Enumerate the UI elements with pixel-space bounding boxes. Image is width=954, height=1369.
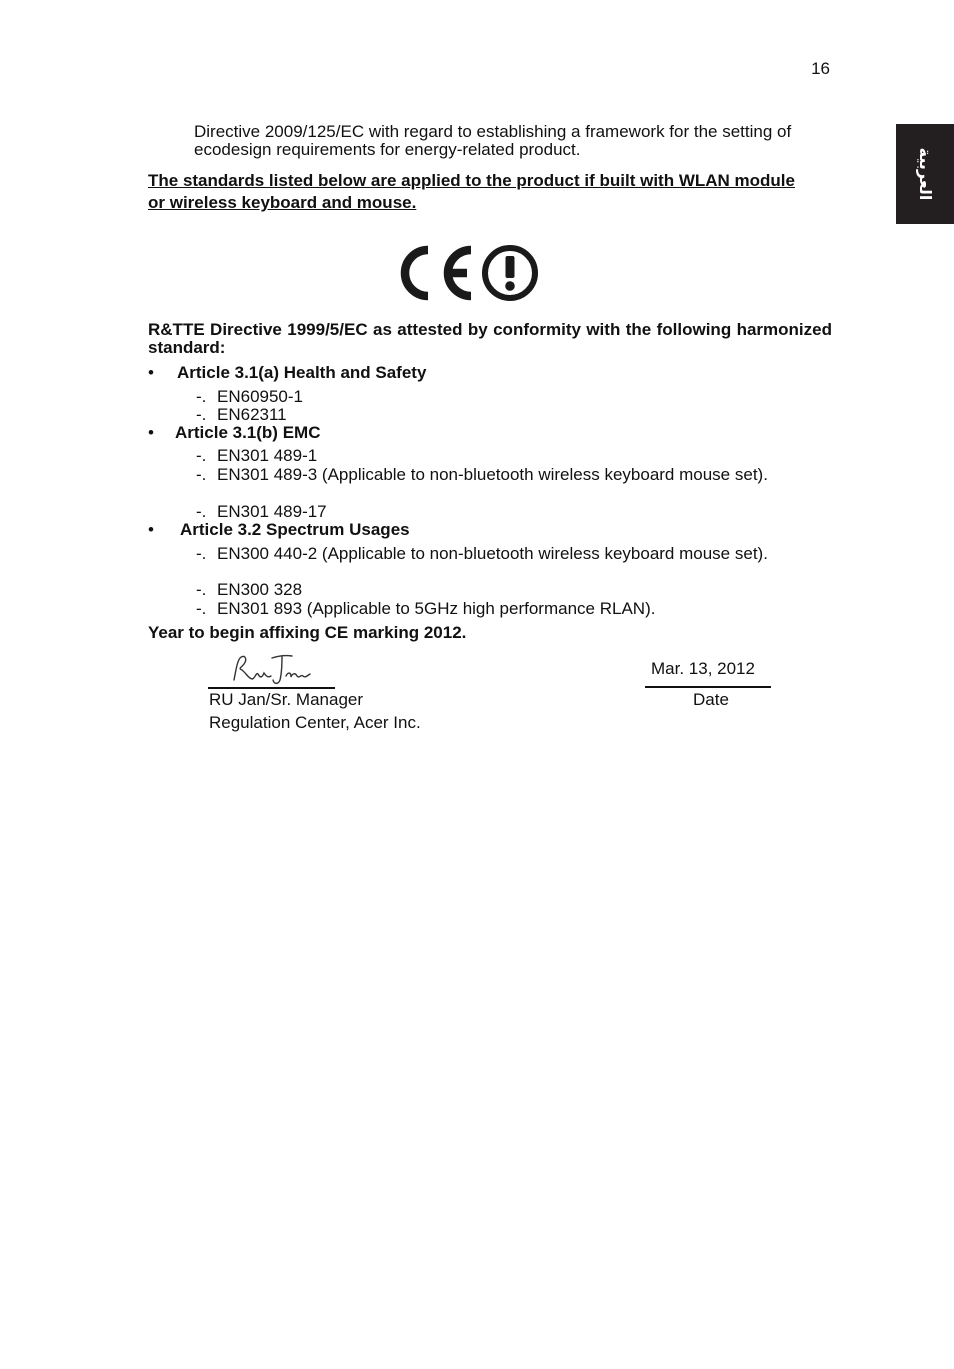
date-line [645, 686, 771, 688]
language-tab-label: العربية [916, 147, 935, 201]
item-prefix: -. [196, 580, 207, 599]
list-item-text: EN301 893 (Applicable to 5GHz high performance RLAN). [217, 599, 656, 618]
directive-paragraph: Directive 2009/125/EC with regard to establishing a framework for the setting of ecodesign requirements for energy-related product. [194, 122, 792, 159]
date-label: Date [693, 690, 729, 709]
item-prefix: -. [196, 544, 207, 563]
item-prefix: -. [196, 465, 207, 484]
language-tab [896, 124, 954, 224]
item-prefix: -. [196, 446, 207, 465]
signer-name: RU Jan/Sr. Manager [209, 690, 364, 709]
signature-line [208, 687, 335, 689]
ce-letters [405, 250, 471, 296]
list-item-text: EN300 328 [217, 580, 303, 599]
item-prefix: -. [196, 502, 207, 521]
article-title: Article 3.2 Spectrum Usages [180, 520, 410, 539]
article-title: Article 3.1(a) Health and Safety [177, 363, 427, 382]
item-prefix: -. [196, 387, 207, 406]
signer-organization: Regulation Center, Acer Inc. [209, 713, 421, 732]
list-item-text: EN301 489-3 (Applicable to non-bluetooth wireless keyboard mouse set). [217, 465, 768, 484]
list-item-text: EN300 440-2 (Applicable to non-bluetooth wireless keyboard mouse set). [217, 544, 768, 563]
date-value: Mar. 13, 2012 [651, 659, 755, 678]
ce-mark-logo [395, 242, 541, 304]
article-title: Article 3.1(b) EMC [175, 423, 321, 442]
signature-image [228, 652, 314, 688]
list-item-text: EN60950-1 [217, 387, 304, 406]
list-item-text: EN301 489-1 [217, 446, 318, 465]
bullet-symbol: • [148, 520, 154, 539]
item-prefix: -. [196, 405, 207, 424]
standards-heading: The standards listed below are applied to the product if built with WLAN module or wireless keyboard and mouse. [148, 171, 795, 212]
list-item-text: EN62311 [217, 405, 287, 424]
page-number: 16 [811, 59, 830, 78]
list-item-text: EN301 489-17 [217, 502, 327, 521]
item-prefix: -. [196, 599, 207, 618]
alert-circle-icon [485, 248, 535, 298]
ce-marking-year: Year to begin affixing CE marking 2012. [148, 623, 467, 642]
bullet-symbol: • [148, 363, 154, 382]
bullet-symbol: • [148, 423, 154, 442]
rtte-heading: R&TTE Directive 1999/5/EC as attested by conformity with the following harmonized standard: [148, 320, 832, 357]
